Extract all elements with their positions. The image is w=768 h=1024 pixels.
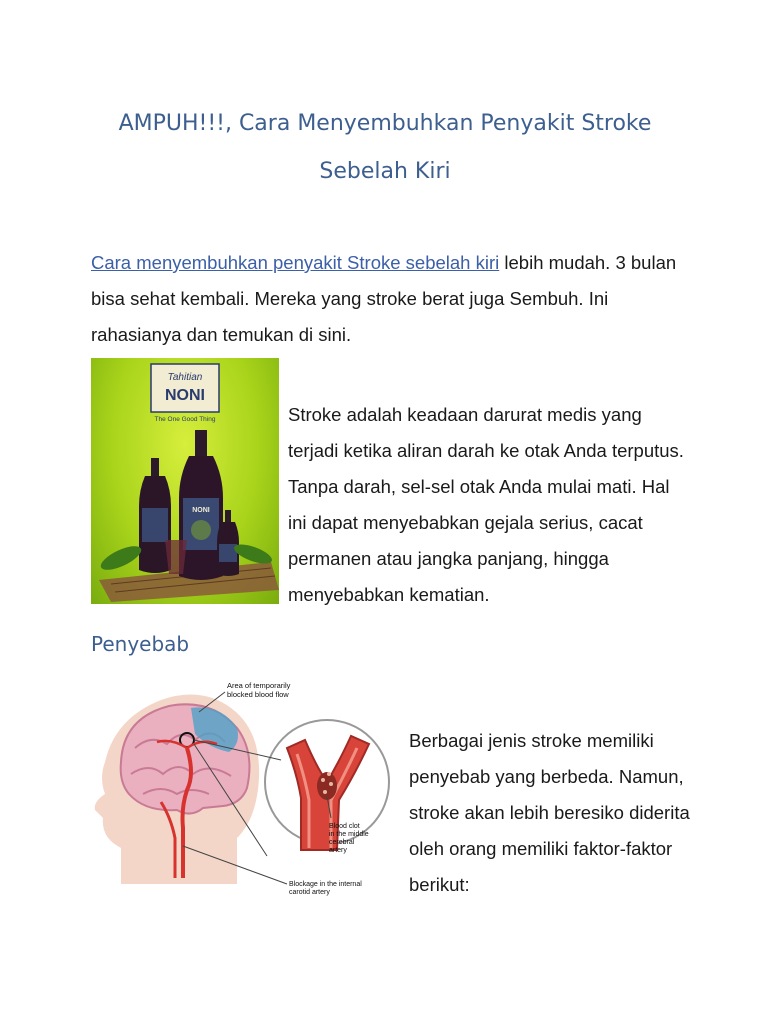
label-clot-line2: in the middle (329, 831, 369, 838)
stroke-definition-paragraph: Stroke adalah keadaan darurat medis yang terjadi ketika aliran darah ke otak Anda terputus. Tanpa darah, sel-sel otak Anda mulai mati. Hal ini dapat menyebabkan gejala serius, cacat permanen atau jangka panjang, hingga menyebabkan kematian. (288, 404, 684, 605)
blood-clot (317, 772, 337, 800)
noni-tagline: The One Good Thing (154, 416, 216, 423)
noni-brand-main: NONI (165, 387, 205, 404)
stroke-cure-link[interactable]: Cara menyembuhkan penyakit Stroke sebelah kiri (91, 252, 500, 273)
tahitian-noni-product-image (91, 358, 279, 604)
label-block-line2: carotid artery (289, 889, 330, 896)
causes-paragraph: Berbagai jenis stroke memiliki penyebab yang berbeda. Namun, stroke akan lebih beresiko diderita oleh orang memiliki faktor-faktor berikut: (409, 730, 690, 895)
label-area-line1: Area of temporarily (227, 681, 291, 690)
leaf (98, 541, 145, 574)
label-clot-line4: artery (329, 847, 347, 854)
label-clot-line1: Blood clot (329, 823, 360, 830)
noni-bottles-illustration (91, 358, 279, 604)
label-clot-line3: cerebral (329, 839, 355, 846)
noni-brand-top: Tahitian (167, 372, 203, 383)
intro-text: lebih mudah. 3 bulan bisa sehat kembali. Mereka yang stroke berat juga Sembuh. Ini rahasianya dan temukan di sini. (91, 252, 677, 345)
label-block-line1: Blockage in the internal (289, 881, 362, 888)
label-area-line2: blocked blood flow (227, 690, 289, 699)
intro-paragraph (91, 245, 691, 353)
section-heading-penyebab: Penyebab (91, 632, 190, 656)
bottle-left-neck (151, 458, 159, 476)
stroke-brain-diagram (91, 678, 391, 900)
bottle-label-text: NONI (192, 507, 210, 514)
brain-illustration (91, 678, 391, 900)
bottle-center-neck (195, 430, 207, 456)
document-title: AMPUH!!!, Cara Menyembuhkan Penyakit Stroke Sebelah Kiri (118, 111, 652, 184)
